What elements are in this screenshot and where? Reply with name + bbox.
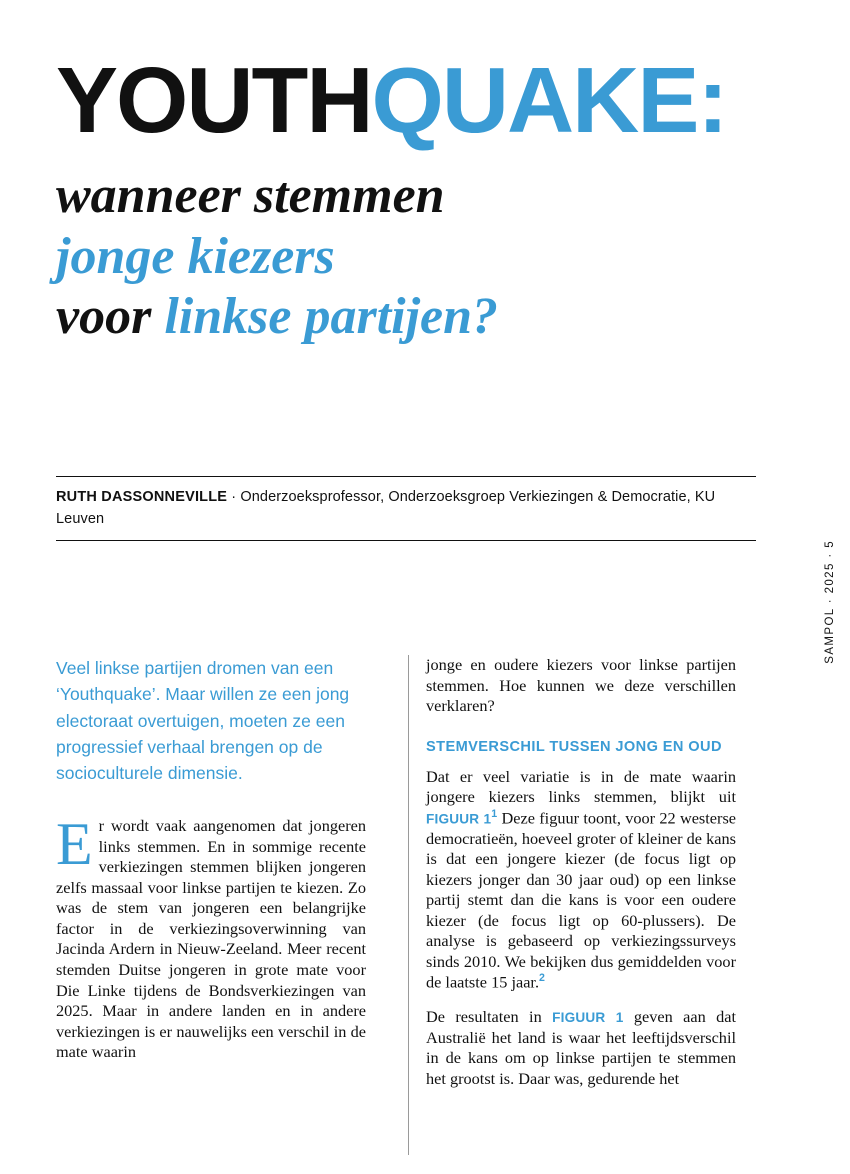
footnote-marker-1[interactable]: 1 bbox=[491, 807, 498, 820]
left-paragraph-1 bbox=[56, 811, 366, 1062]
byline-block bbox=[56, 476, 756, 541]
right-paragraph-2-part-a: Dat er veel variatie is in de mate waarin jongere kiezers links stemmen, blijkt uit bbox=[426, 766, 736, 807]
section-subhead: STEMVERSCHIL TUSSEN JONG EN OUD bbox=[426, 738, 722, 755]
right-paragraph-3-part-b: geven aan dat Australië het land is waar het leeftijdsverschil in de kans om op linkse partijen te stemmen het grootst is. Daar was, gedurende het bbox=[426, 1007, 736, 1088]
author-affiliation: · Onderzoeksprofessor, Onderzoeksgroep Verkiezingen & Democratie, KU Leuven bbox=[56, 489, 716, 528]
byline-rule-bottom bbox=[56, 540, 756, 541]
right-column bbox=[426, 655, 736, 1089]
byline bbox=[56, 477, 756, 540]
title-line4-accent: linkse partijen? bbox=[164, 287, 499, 345]
figure-reference-2[interactable]: FIGUUR 1 bbox=[552, 1010, 624, 1026]
title-line1-accent: QUAKE: bbox=[371, 48, 727, 152]
running-head: SAMPOL · 2025 · 5 bbox=[824, 540, 836, 664]
title-block bbox=[56, 48, 756, 347]
figure-reference-1[interactable]: FIGUUR 1 bbox=[426, 811, 492, 827]
title-line2: wanneer stemmen bbox=[56, 167, 445, 225]
footnote-marker-2[interactable]: 2 bbox=[539, 972, 545, 985]
drop-cap: E bbox=[56, 811, 93, 878]
title-line1-dark: YOUTH bbox=[56, 48, 372, 152]
right-paragraph-2-part-b: Deze figuur toont, voor 22 westerse democratieën, hoeveel groter of kleiner de kans is dat een jongere kiezer (de focus ligt op kiezers jonger dan 30 jaar oud) op een linkse partij stemt dan die kans is voor een oudere kiezer (de focus ligt op 60-plussers). De analyse is gebaseerd op verkiezingssurveys sinds 2010. We bekijken dus gemiddelden voor de laatste 15 jaar. bbox=[426, 808, 736, 992]
title-line3: jonge kiezers bbox=[56, 227, 335, 285]
right-paragraph-2 bbox=[426, 767, 736, 994]
column-divider bbox=[408, 655, 409, 1155]
page-title bbox=[56, 48, 756, 152]
title-line4-dark: voor bbox=[56, 287, 165, 345]
right-paragraph-1: jonge en oudere kiezers voor linkse partijen stemmen. Hoe kunnen we deze verschillen verklaren? bbox=[426, 655, 736, 716]
left-column bbox=[56, 655, 366, 1063]
title-line4 bbox=[56, 287, 756, 347]
left-paragraph-1-text: r wordt vaak aangenomen dat jongeren links stemmen. En in sommige recente verkiezingen stemmen blijken jongeren zelfs massaal voor linkse partijen te kiezen. Zo was de stem van jongeren een belangrijke factor in de verkiezingsoverwinning van Jacinda Ardern in Nieuw-Zeeland. Meer recent stemden Duitse jongeren in grote mate voor Die Linke tijdens de Bondsverkiezingen van 2025. Maar in andere landen en in andere verkiezingen is er nauwelijks een verschil in de mate waarin bbox=[56, 816, 366, 1062]
standfirst: Veel linkse partijen dromen van een ‘Youthquake’. Maar willen ze een jong electoraat overtuigen, moeten ze een progressief verhaal brengen op de socioculturele dimensie. bbox=[56, 658, 350, 783]
author-name: RUTH DASSONNEVILLE bbox=[56, 489, 228, 505]
right-paragraph-3 bbox=[426, 1007, 736, 1089]
right-paragraph-3-part-a: De resultaten in bbox=[426, 1007, 553, 1027]
article-columns bbox=[56, 655, 766, 1155]
